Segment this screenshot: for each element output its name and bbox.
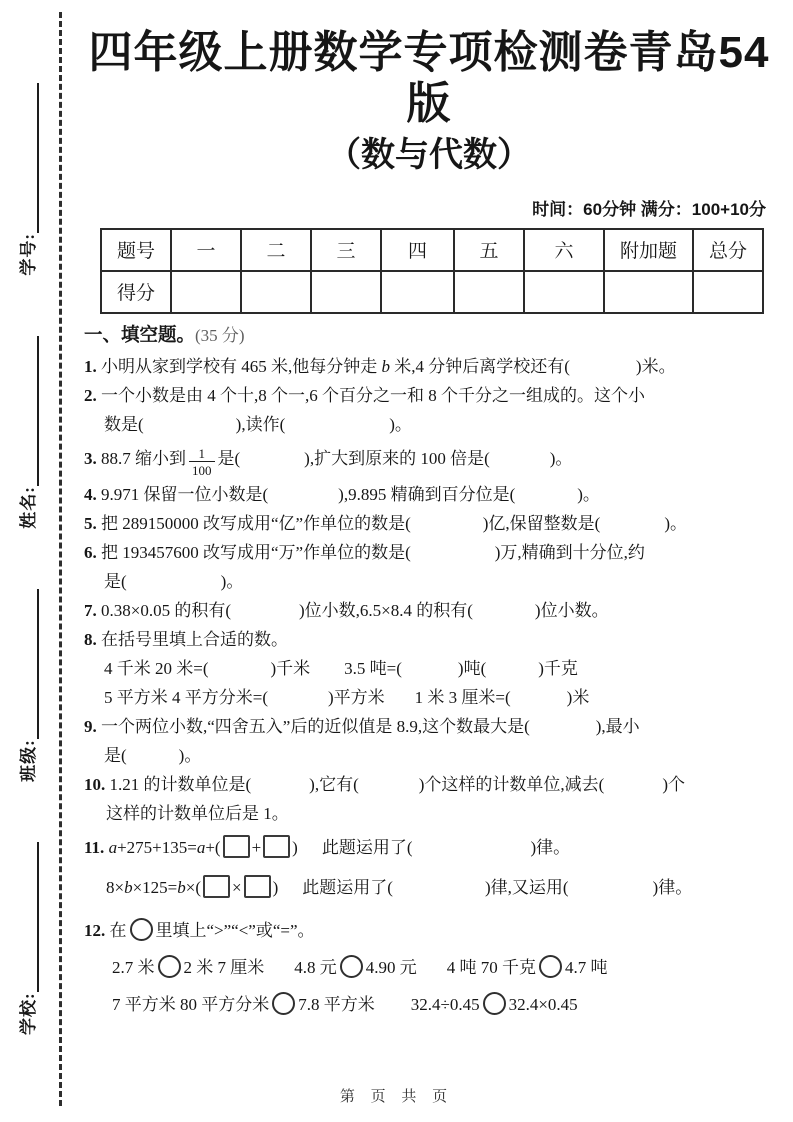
score-table-header-cell: 附加题 [604, 229, 693, 271]
question-text: )。 [389, 414, 412, 434]
answer-blank[interactable] [570, 371, 636, 372]
compare-circle[interactable] [272, 992, 295, 1015]
question-text: )千克 [538, 658, 578, 678]
answer-blank[interactable] [600, 528, 664, 529]
question-text: ×( [185, 877, 202, 897]
question-text: 0.38×0.05 的积有( [96, 600, 231, 620]
section-header [84, 324, 774, 348]
question-text: +275+135= [117, 837, 197, 857]
score-row-label: 得分 [101, 271, 171, 313]
question-text: ),9.895 精确到百分位是( [338, 484, 516, 504]
question-text: )吨( [457, 658, 487, 678]
fraction [189, 447, 215, 477]
question-text: 此题运用了( [321, 837, 413, 857]
question-text: )。 [549, 448, 573, 468]
question-line [84, 868, 774, 908]
question-text: 4 吨 70 千克 [446, 957, 536, 977]
spacer [278, 892, 302, 893]
score-table-score-row [101, 271, 763, 313]
variable: a [196, 837, 206, 857]
sidebar-field [14, 83, 39, 276]
variable: b [177, 877, 186, 897]
question-text: 7 平方米 80 平方分米 [112, 994, 270, 1014]
score-table-header-row [101, 229, 763, 271]
question-text: +( [205, 837, 221, 857]
question-line [84, 683, 774, 712]
answer-blank[interactable] [402, 673, 458, 674]
question-text: )千米 [270, 658, 311, 678]
question-text: )位小数。 [534, 600, 609, 620]
question-text: )律。 [652, 877, 693, 897]
question-text: )平方米 [328, 687, 385, 707]
fill-box[interactable] [223, 835, 250, 858]
answer-blank[interactable] [127, 760, 179, 761]
question-text: 小明从家到学校有 465 米,他每分钟走 [96, 356, 382, 376]
score-cell[interactable] [604, 271, 693, 313]
answer-blank[interactable] [285, 429, 389, 430]
answer-blank[interactable] [511, 702, 567, 703]
answer-blank[interactable] [359, 789, 419, 790]
variable: b [124, 877, 133, 897]
spacer [298, 852, 322, 853]
question-number: 4. [84, 484, 97, 504]
time-score-info: 时间：60分钟 满分：100+10分 [532, 199, 766, 219]
score-table-header-cell: 六 [524, 229, 604, 271]
question-text: 5 平方米 4 平方分米=( [104, 687, 268, 707]
question-text: 2 米 7 厘米 [183, 957, 265, 977]
question-text: )。 [664, 513, 688, 533]
question-line [84, 567, 774, 596]
answer-blank[interactable] [240, 463, 304, 464]
answer-blank[interactable] [515, 499, 577, 500]
compare-circle[interactable] [539, 955, 562, 978]
question-text: 把 193457600 改写成用“万”作单位的数是( [96, 542, 411, 562]
question-line [84, 410, 774, 439]
question-text: 此题运用了( [302, 877, 393, 897]
score-cell[interactable] [524, 271, 604, 313]
score-table-header-cell: 四 [381, 229, 454, 271]
spacer [310, 673, 344, 674]
section-title: 一、填空题。 [84, 325, 196, 346]
question-text: 32.4÷0.45 [410, 994, 480, 1014]
question-text: )米 [566, 687, 590, 707]
answer-blank[interactable] [209, 673, 271, 674]
sidebar-field-label: 学号: [18, 233, 38, 276]
question-number: 6. [84, 542, 97, 562]
fill-box[interactable] [244, 875, 271, 898]
section-points: (35 分) [195, 325, 245, 345]
question-line [84, 828, 774, 868]
question-line [84, 916, 774, 945]
question-text: 里填上“>”“<”或“=”。 [155, 920, 315, 940]
question-text: 4 千米 20 米=( [104, 658, 209, 678]
score-table-header-cell: 一 [171, 229, 241, 271]
student-info-sidebar [4, 83, 48, 1035]
question-line [84, 712, 774, 741]
answer-blank[interactable] [251, 789, 309, 790]
question-line [84, 953, 774, 982]
question-text: )。 [178, 745, 202, 765]
question-number: 10. [84, 774, 106, 794]
answer-blank[interactable] [268, 702, 328, 703]
question-text: 7.8 平方米 [298, 994, 375, 1014]
answer-blank[interactable] [530, 731, 596, 732]
question-number: 1. [84, 356, 97, 376]
answer-blank[interactable] [231, 615, 299, 616]
sidebar-field [14, 336, 39, 529]
score-table-header-cell: 三 [311, 229, 381, 271]
fraction-denominator: 100 [189, 461, 215, 477]
question-number: 3. [84, 448, 97, 468]
answer-blank[interactable] [393, 892, 485, 893]
score-cell[interactable] [693, 271, 763, 313]
question-line [84, 741, 774, 770]
question-text: )万,精确到十分位,约 [494, 542, 645, 562]
compare-circle[interactable] [483, 992, 506, 1015]
score-cell[interactable] [381, 271, 454, 313]
fill-box[interactable] [203, 875, 230, 898]
variable: b [381, 356, 390, 376]
question-text: )个这样的计数单位,减去( [418, 774, 605, 794]
write-line[interactable] [22, 336, 39, 486]
question-text: 2.7 米 [112, 957, 155, 977]
fraction-numerator: 1 [198, 445, 205, 461]
question-text: 是( [104, 571, 127, 591]
question-text: 4.90 元 [365, 957, 417, 977]
question-text: ) [272, 877, 279, 897]
question-text: 3.5 吨=( [344, 658, 402, 678]
write-line[interactable] [22, 842, 39, 992]
score-table-header-cell: 二 [241, 229, 311, 271]
sidebar-field [14, 589, 39, 782]
sidebar-field-label: 学校: [18, 992, 38, 1035]
question-line [84, 480, 774, 509]
question-text: 数是( [104, 414, 144, 434]
question-text: )亿,保留整数是( [482, 513, 601, 533]
question-text: 8× [106, 877, 125, 897]
fill-box[interactable] [263, 835, 290, 858]
question-text: 是( [217, 448, 241, 468]
answer-blank[interactable] [490, 463, 550, 464]
score-cell[interactable] [454, 271, 524, 313]
score-cell[interactable] [241, 271, 311, 313]
question-text: 32.4×0.45 [508, 994, 578, 1014]
question-line [84, 381, 774, 410]
question-text: 米,4 分钟后离学校还有( [390, 356, 570, 376]
answer-blank[interactable] [268, 499, 338, 500]
compare-circle[interactable] [158, 955, 181, 978]
question-text: ),扩大到原来的 100 倍是( [304, 448, 490, 468]
question-text: ) [292, 837, 298, 857]
answer-blank[interactable] [411, 528, 483, 529]
question-text: 这样的计数单位后是 1。 [106, 803, 289, 823]
question-line [84, 596, 774, 625]
question-text: )。 [577, 484, 600, 504]
question-text: 一个小数是由 4 个十,8 个一,6 个百分之一和 8 个千分之一组成的。这个小 [96, 385, 645, 405]
write-line[interactable] [22, 589, 39, 739]
question-text: 一个两位小数,“四舍五入”后的近似值是 8.9,这个数最大是( [96, 716, 530, 736]
question-line [84, 990, 774, 1019]
spacer [417, 972, 447, 973]
answer-blank[interactable] [411, 557, 495, 558]
question-text: × [232, 877, 242, 897]
answer-blank[interactable] [569, 892, 653, 893]
spacer [264, 972, 294, 973]
page-footer: 第 页 共 页 [339, 1089, 454, 1105]
question-text: 88.7 缩小到 [96, 448, 186, 468]
question-line [84, 770, 774, 799]
answer-blank[interactable] [413, 852, 531, 853]
questions-list [84, 352, 774, 1019]
answer-blank[interactable] [127, 586, 221, 587]
score-cell[interactable] [311, 271, 381, 313]
answer-blank[interactable] [473, 615, 535, 616]
question-line [84, 509, 774, 538]
score-table-header-cell: 题号 [101, 229, 171, 271]
answer-blank[interactable] [604, 789, 662, 790]
question-text: 是( [104, 745, 127, 765]
question-text: )位小数,6.5×8.4 的积有( [299, 600, 473, 620]
write-line[interactable] [22, 83, 39, 233]
question-line [84, 538, 774, 567]
question-number: 5. [84, 513, 97, 533]
question-number: 7. [84, 600, 97, 620]
answer-blank[interactable] [486, 673, 538, 674]
question-text: ),最小 [595, 716, 640, 736]
spacer [385, 702, 415, 703]
question-text: 在 [105, 920, 127, 940]
question-number: 2. [84, 385, 97, 405]
question-text: 1.21 的计数单位是( [105, 774, 252, 794]
question-number: 12. [84, 920, 106, 940]
question-line [84, 654, 774, 683]
paper-title: 四年级上册数学专项检测卷青岛54版 [88, 28, 770, 128]
score-table [100, 228, 764, 314]
sidebar-field-label: 姓名: [18, 486, 38, 529]
question-text: 4.7 吨 [565, 957, 608, 977]
question-text: 9.971 保留一位小数是( [96, 484, 269, 504]
sidebar-field [14, 842, 39, 1035]
question-text: ),读作( [235, 414, 286, 434]
score-table-header-cell: 五 [454, 229, 524, 271]
question-text: )律,又运用( [484, 877, 569, 897]
question-text: 1 米 3 厘米=( [414, 687, 511, 707]
question-text: ),它有( [309, 774, 359, 794]
question-number: 8. [84, 629, 97, 649]
answer-blank[interactable] [144, 429, 236, 430]
question-text: 4.8 元 [294, 957, 337, 977]
variable: a [108, 837, 118, 857]
question-line [84, 625, 774, 654]
question-text: )律。 [530, 837, 571, 857]
question-number: 9. [84, 716, 97, 736]
paper-content [84, 0, 774, 1019]
question-text: )。 [220, 571, 244, 591]
compare-circle[interactable] [340, 955, 363, 978]
score-table-header-cell: 总分 [693, 229, 763, 271]
question-number: 11. [84, 837, 105, 857]
question-line [84, 444, 774, 477]
spacer [375, 1009, 411, 1010]
score-cell[interactable] [171, 271, 241, 313]
question-text: + [251, 837, 262, 857]
sidebar-field-label: 班级: [18, 739, 38, 782]
compare-circle[interactable] [130, 918, 153, 941]
question-text: )个 [662, 774, 685, 794]
question-text: )米。 [635, 356, 676, 376]
paper-subtitle: （数与代数） [327, 136, 531, 175]
question-text: 把 289150000 改写成用“亿”作单位的数是( [96, 513, 411, 533]
question-line [84, 352, 774, 381]
question-text: 在括号里填上合适的数。 [96, 629, 288, 649]
question-text: ×125= [132, 877, 178, 897]
question-line [84, 799, 774, 828]
binding-dashed-line [59, 12, 62, 1106]
